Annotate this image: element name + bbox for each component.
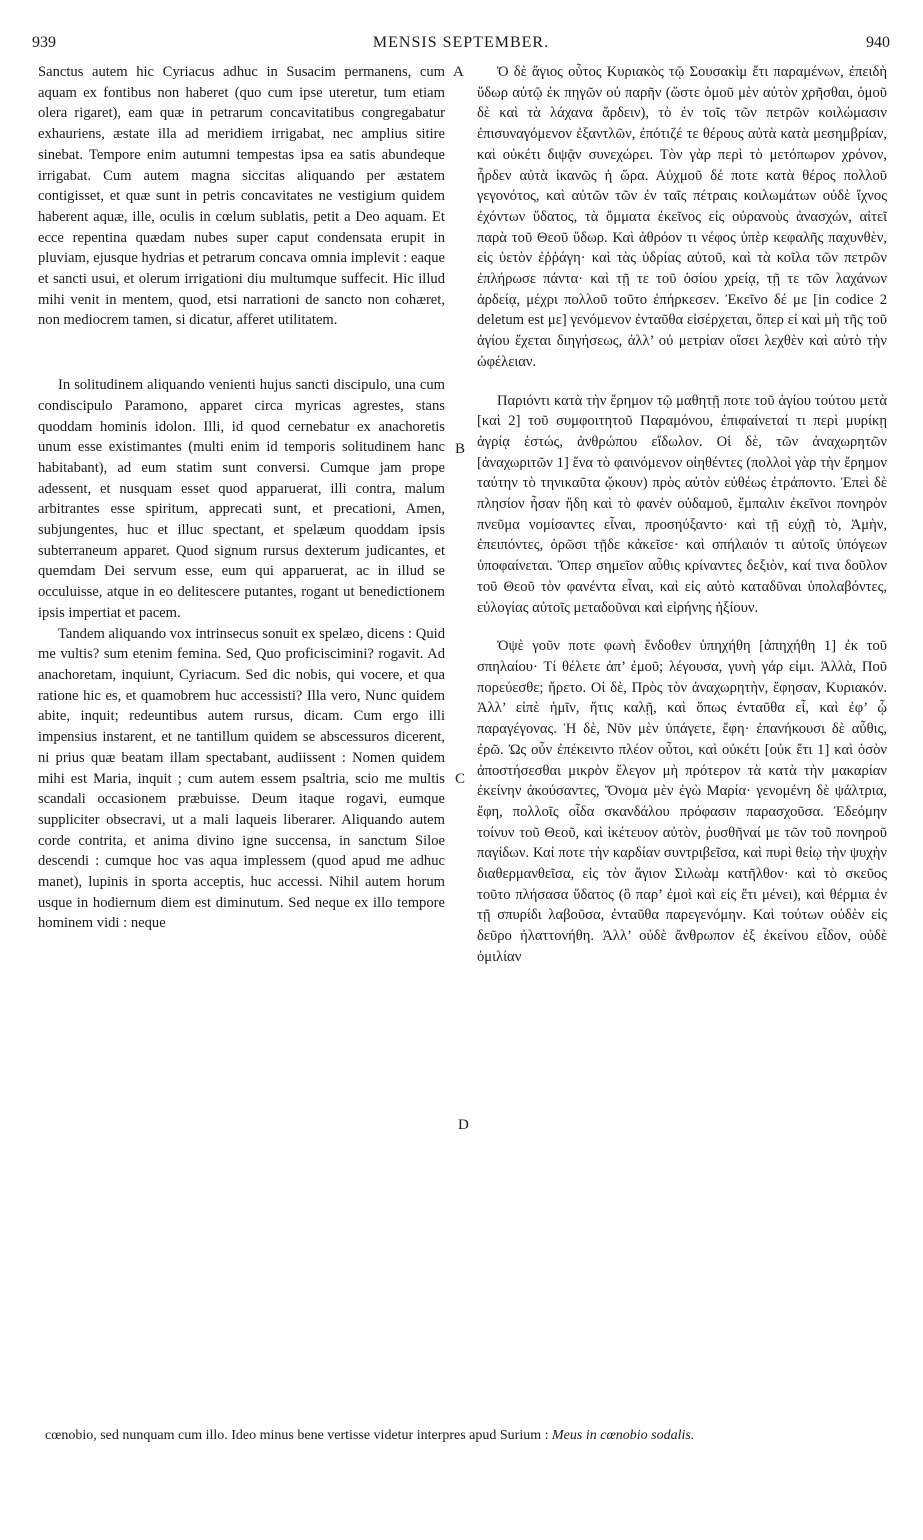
latin-column [38, 62, 445, 934]
left-page-number: 939 [32, 34, 56, 51]
page-header [32, 34, 890, 58]
latin-paragraph-3: Tandem aliquando vox intrinsecus sonuit ex spelæo, dicens : Quid me vultis? sum etenim femina. Sed, Quo proficiscimini? rogavit. Ad anachoretam, inquiunt, Cyriacum. Sed dic nobis, qui vocere, et qua ratione hic es, et quamobrem huc accessisti? Illa vero, Nunc quidem abite, inquit; redeuntibus autem rursus, dicam. Cum ergo illi impensius instarent, et ne tantillum quidem se abscessuros dicerent, ni prius quæ beatam illam spectabant, audiissent : Nomen quidem mihi est Maria, inquit ; cum autem essem psaltria, scio me multis scandali occasionem præbuisse. Deum itaque rogavi, eumque suppliciter obsecravi, ut a mali laqueis liberarer. Aliquando autem corde contrita, et anima divino igne succensa, in sanctum Siloe descendi : cumque hoc vas aqua implessem (quod apud me adhuc manet), lupinis in sporta acceptis, huc accessi. Nihil autem horum usque in hodiernum diem est diminutum. Sed neque ex illo tempore hominem vidi : neque [38, 625, 445, 932]
greek-paragraph-2: Παριόντι κατὰ τὴν ἔρημον τῷ μαθητῇ ποτε τοῦ ἁγίου τούτου μετὰ [καὶ 2] τοῦ συμφοιτητοῦ Παραμόνου, ἐπιφαίνεταί τι περὶ μυρίκῃ ἀγρίᾳ ἑστώς, ἀνθρώπου εἴδωλον. Οἱ δὲ, τῶν ἀναχωρητῶν [ἀναχωριτῶν 1] ἕνα τὸ φαινόμενον οἰηθέντες (πολλοὶ γὰρ τὴν ἔρημον ταύτην τὸ τηνικαῦτα ᾤκουν) πρὸς αὐτὸν εὐθέως ἐτράποντο. Ἐπεὶ δὲ πλησίον ἦσαν ἤδη καὶ τὸ φανὲν οὐδαμοῦ, ἔμπαλιν ἐκεῖνοι πονηρὸν πνεῦμα νομίσαντες εἶναι, προσηύξαντο· καὶ τῇ εὐχῇ τὸ, Ἀμὴν, ἐπειπόντες, ὁρῶσι τῇδε κἀκεῖσε· καὶ σπήλαιόν τι αὐτοῖς ὑπόγεων ὑποφαίνεται. Ὅπερ σημεῖον αὖθις κρίναντες δεξιὸν, καί τινα δοῦλον τοῦ Θεοῦ τὸν φανέντα εἶναι, καὶ εἰς αὐτὸ καταδῦναι ὑπολαβόντες, εὐλογίας αὐτοῖς μεταδοῦναι καὶ εἰρήνης ἠξίουν. [477, 392, 887, 616]
greek-paragraph-1: Ὁ δὲ ἅγιος οὗτος Κυριακὸς τῷ Σουσακὶμ ἔτι παραμένων, ἐπειδὴ ὕδωρ αὐτῷ ἐκ πηγῶν οὐ παρῆν (ὥστε ὁμοῦ μὲν αὐτὸν χρῆσθαι, ὁμοῦ δὲ καὶ τὰ λάχανα ἄρδειν), τὸ ἐν τοῖς τῶν πετρῶν κοιλώμασιν ἐπισυναγόμενον ἐξαντλῶν, ἐπότιζέ τε θέρους αὐτὰ κατὰ μεσημβρίαν, καὶ οὐκέτι διψᾷν συνεχώρει. Τὸν γὰρ περὶ τὸ μετόπωρον χρόνον, ἦρδεν αὐτὰ ἱκανῶς ἡ ὥρα. Αὐχμοῦ δέ ποτε κατὰ θέρος πολλοῦ γεγονότος, καὶ αὐτῶν τῶν ἐν ταῖς πέτραις κοιλωμάτων οὐδὲ ἴχνος ἐχόντων ὕδατος, τὰ ὄμματα ἐκεῖνος εἰς οὐρανοὺς ἀνασχών, αἰτεῖ παρὰ τοῦ Θεοῦ ὕδωρ. Καὶ ἀθρόον τι νέφος ὑπὲρ κεφαλῆς παχυνθὲν, εἰς ὑετὸν ἐῤῥάγη· καὶ τὰς ὑδρίας αὐτοῦ, καὶ τὰ κοῖλα τῶν πετρῶν ἐπλήρωσε πάντα· καὶ τῇ τε τοῦ ὁσίου χρείᾳ, τῇ τε τῶν λαχάνων ἀρδείᾳ, μέχρι πολλοῦ τοῦτο ἐπήρκεσεν. Ἐκεῖνο δέ με [in codice 2 deletum est με] γενόμενον ἐνταῦθα εἰσέρχεται, ὅπερ εἰ καὶ μὴ τῆς τοῦ ἁγίου ἔχεται διηγήσεως, ἀλλ’ οὐ μετρίαν οἴσει λεχθὲν καὶ αὐτὸ τὴν ὠφέλειαν. [477, 64, 887, 370]
running-title: MENSIS SEPTEMBER. [372, 34, 550, 51]
latin-paragraph-2: In solitudinem aliquando venienti hujus sancti discipulo, una cum condiscipulo Paramono, apparet circa myricas agrestes, stans quoddam hominis idolon. Illi, id quod cernebatur ex anachoretis unum esse existimantes (multi enim id temporis solitudinem hanc habitabant), ad eum statim sunt conversi. Cumque jam prope adessent, et nusquam esset quod apparuerat, illi contra, malum arbitrantes esse spiritum, apprecati sunt, et precationi, Amen, subjungentes, huc et illuc spectant, et spelæum quoddam ipsis subterraneum apparet. Quod signum rursus dexterum judicantes, et quemdam Dei servum esse, eum qui apparuerat, ac in illud se occuluisse, atque in eo delitescere putantes, rogant ut benedictionem ipsis impertiat et pacem. [38, 377, 445, 621]
right-page-number: 940 [866, 34, 890, 51]
margin-marker-b: B [455, 441, 466, 457]
margin-marker-a: A [453, 64, 464, 80]
footnote-italic: Meus in cœnobio sodalis. [552, 1428, 695, 1443]
footnote-text: cœnobio, sed nunquam cum illo. Ideo minus bene vertisse videtur interpres apud Surium : [45, 1428, 549, 1443]
latin-paragraph-1: Sanctus autem hic Cyriacus adhuc in Susacim permanens, cum aquam ex fontibus non haberet (quo cum ipse uteretur, tum etiam olera rigaret), eam quæ in petrarum concavitatibus congregabatur exhauriens, æstate illa ad meridiem irrigabat, nec amplius sitire sinebat. Tempore enim autumni tempestas ipsa ea satis abundeque irrigabat. Cum autem magna siccitas aliquando per æstatem contigisset, et quæ sunt in petris concavitates ne vestigium quidem haberent aquæ, ille, oculis in cœlum sublatis, petit a Deo aquam. Et ecce repentina quædam nubes super caput condensata erupit in pluviam, ejusque hydrias et petrarum concava omnia implevit : eaque et sancti usui, et olerum irrigationi diu multumque suffecit. Hic illud mihi venit in mentem, quod, etsi narrationi de sancto non cohæret, non mediocrem tamen, si dicatur, afferet utilitatem. [38, 64, 445, 329]
greek-paragraph-3: Ὀψὲ γοῦν ποτε φωνὴ ἔνδοθεν ὑπηχήθη [ἀπηχήθη 1] ἐκ τοῦ σπηλαίου· Τί θέλετε ἀπ’ ἐμοῦ; λέγουσα, γυνὴ γάρ εἰμι. Ἀλλὰ, Ποῦ πορεύεσθε; ἤρετο. Οἱ δὲ, Πρὸς τὸν ἀναχωρητὴν, ἔφησαν, Κυριακόν. Ἀλλ’ εἰπὲ ἡμῖν, ἥτις καλῇ, καὶ ὅπως ἐνταῦθα εἶ, καὶ ἐφ’ ᾧ παραγέγονας. Ἡ δὲ, Νῦν μὲν ὑπάγετε, ἔφη· ἐπανήκουσι δὲ αὖθις, ἐρῶ. Ὡς οὖν ἐπέκειντο πλέον οὗτοι, καὶ οὐκέτι [οὐκ ἔτι 1] καὶ ὁσὸν ἀποστήσεσθαι μικρὸν ἔλεγον μὴ πρότερον τὰ κατὰ τὴν μακαρίαν ἐκείνην ἀκούσαντες, Ὄνομα μὲν ἐγὼ Μαρία· γενομένη δὲ ψάλτρια, ἔφη, πολλοῖς οἶδα σκανδάλου πρόφασιν παρασχοῦσα. Ἐδεόμην τοίνυν τοῦ Θεοῦ, καὶ ἱκέτευον αὐτὸν, ῥυσθῆναί με τῶν τοῦ πονηροῦ παγίδων. Καί ποτε τὴν καρδίαν συντριβεῖσα, καὶ πυρὶ θείῳ τὴν ψυχὴν διαθερμανθεῖσα, εἰς τὸν ἅγιον Σιλωὰμ κατῆλθον· καὶ τὸ σκεῦος τοῦτο πλήσασα ὕδατος (ὃ παρ’ ἐμοὶ καὶ εἰς ἔτι μένει), καὶ θέρμια ἐν τῇ σπυρίδι λαβοῦσα, ἐνταῦθα παρεγενόμην. Καὶ τούτων οὐδὲν εἰς δεῦρο ἠλαττονήθη. Ἀλλ’ οὐδὲ ἄνθρωπον ἐξ ἐκείνου εἶδον, οὐδὲ ὁμιλίαν [477, 638, 887, 965]
footnote [45, 1426, 887, 1445]
greek-column [477, 62, 887, 968]
margin-marker-d: D [458, 1117, 469, 1133]
margin-marker-c: C [455, 771, 466, 787]
